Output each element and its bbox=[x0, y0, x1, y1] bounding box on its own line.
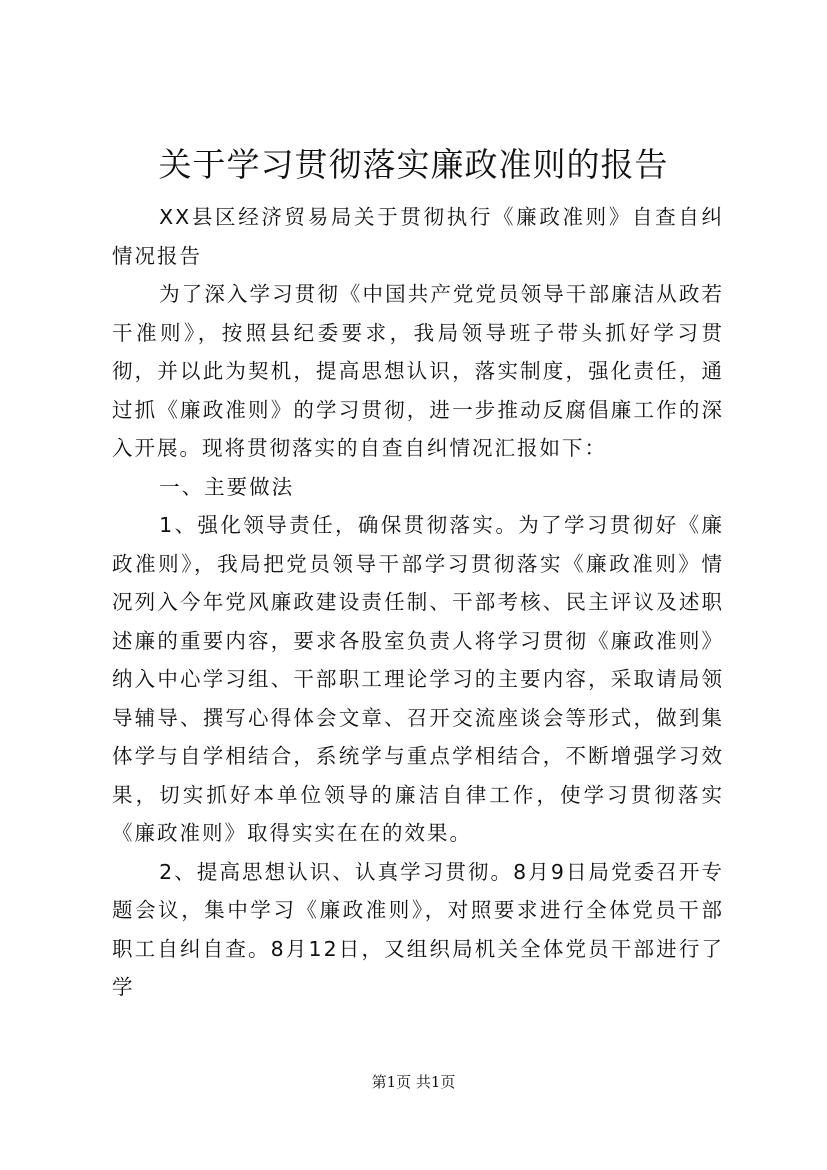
document-title: 关于学习贯彻落实廉政准则的报告 bbox=[158, 145, 669, 184]
document-body bbox=[112, 198, 724, 1007]
paragraph-item-1: 1、强化领导责任，确保贯彻落实。为了学习贯彻好《廉政准则》，我局把党员领导干部学习贯彻落实《廉政准则》情况列入今年党风廉政建设责任制、干部考核、民主评议及述职述廉的重要内容，要求各股室负责人将学习贯彻《廉政准则》纳入中心学习组、干部职工理论学习的主要内容，采取请局领导辅导、撰写心得体会文章、召开交流座谈会等形式，做到集体学与自学相结合，系统学与重点学相结合，不断增强学习效果，切实抓好本单位领导的廉洁自律工作，使学习贯彻落实《廉政准则》取得实实在在的效果。 bbox=[112, 513, 724, 845]
paragraph-intro: 为了深入学习贯彻《中国共产党党员领导干部廉洁从政若干准则》，按照县纪委要求，我局领导班子带头抓好学习贯彻，并以此为契机，提高思想认识，落实制度，强化责任，通过抓《廉政准则》的学习贯彻，进一步推动反腐倡廉工作的深入开展。现将贯彻落实的自查自纠情况汇报如下： bbox=[112, 282, 724, 460]
paragraph-item-2: 2、提高思想认识、认真学习贯彻。8月9日局党委召开专题会议，集中学习《廉政准则》，对照要求进行全体党员干部职工自纠自查。8月12日，又组织局机关全体党员干部进行了学 bbox=[112, 859, 724, 999]
paragraph-subtitle: XX县区经济贸易局关于贯彻执行《廉政准则》自查自纠情况报告 bbox=[112, 205, 724, 268]
page-number-footer: 第1页 共1页 bbox=[371, 1073, 456, 1091]
section-heading-main-practices: 一、主要做法 bbox=[159, 474, 295, 499]
